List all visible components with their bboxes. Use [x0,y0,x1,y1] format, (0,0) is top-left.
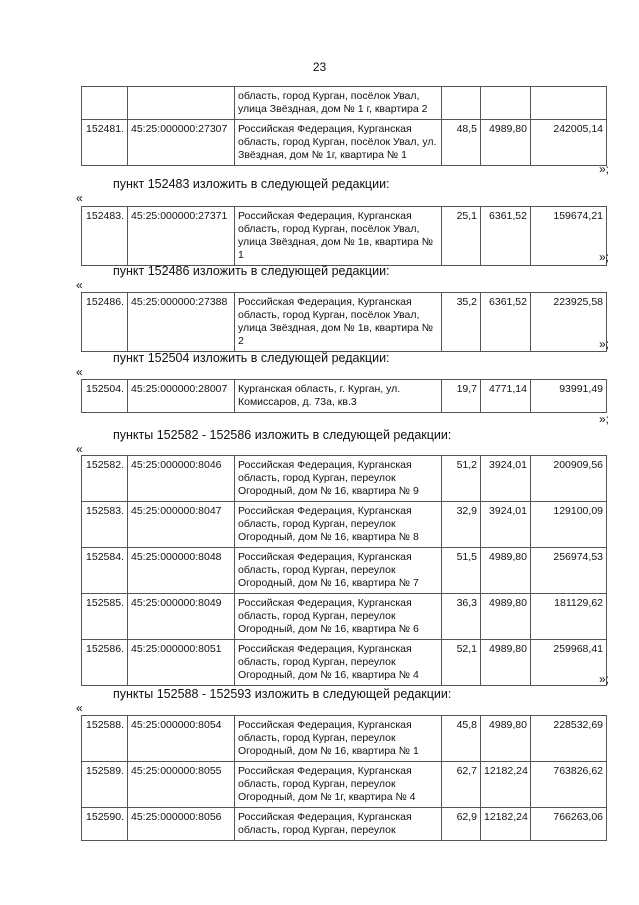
cadastral-number-cell: 45:25:000000:8054 [128,716,235,762]
table-row [82,502,607,548]
cadastral-number-cell: 45:25:000000:27388 [128,293,235,352]
address-cell: Российская Федерация, Курганская область, город Курган, переулок Огородный, дом № 16, квартира № 1 [235,716,442,762]
area-cell: 48,5 [442,120,481,166]
price-per-unit-cell: 12182,24 [481,808,531,841]
cadastral-number-cell: 45:25:000000:8048 [128,548,235,594]
address-cell: Российская Федерация, Курганская область, город Курган, переулок [235,808,442,841]
property-table-5 [81,715,607,841]
price-per-unit-cell: 4989,80 [481,120,531,166]
cadastral-number-cell: 45:25:000000:8047 [128,502,235,548]
cadastral-value-cell: 181129,62 [531,594,607,640]
property-table-1 [81,206,607,266]
table-row [82,548,607,594]
cadastral-number-cell: 45:25:000000:27371 [128,207,235,266]
row-number-cell: 152486. [82,293,128,352]
address-cell: Российская Федерация, Курганская область, город Курган, переулок Огородный, дом № 16, квартира № 6 [235,594,442,640]
open-quote: « [76,365,83,379]
cadastral-value-cell: 259968,41 [531,640,607,686]
area-cell: 45,8 [442,716,481,762]
row-number-cell: 152584. [82,548,128,594]
open-quote: « [76,701,83,715]
row-number-cell: 152589. [82,762,128,808]
address-cell: область, город Курган, посёлок Увал, улица Звёздная, дом № 1 г, квартира 2 [235,87,442,120]
table-row [82,120,607,166]
cadastral-number-cell: 45:25:000000:8055 [128,762,235,808]
paragraph-152582-152586: пункты 152582 - 152586 изложить в следующей редакции: [113,428,452,442]
price-per-unit-cell: 4989,80 [481,548,531,594]
address-cell: Российская Федерация, Курганская область, город Курган, переулок Огородный, дом № 16, квартира № 8 [235,502,442,548]
property-table-4 [81,455,607,686]
address-cell: Российская Федерация, Курганская область, город Курган, переулок Огородный, дом № 16, квартира № 7 [235,548,442,594]
cadastral-number-cell: 45:25:000000:8056 [128,808,235,841]
table-row [82,293,607,352]
table-row [82,207,607,266]
cadastral-value-cell: 200909,56 [531,456,607,502]
price-per-unit-cell [481,87,531,120]
area-cell: 19,7 [442,380,481,413]
table-row [82,380,607,413]
area-cell [442,87,481,120]
table-row [82,456,607,502]
area-cell: 35,2 [442,293,481,352]
area-cell: 36,3 [442,594,481,640]
open-quote: « [76,278,83,292]
cadastral-number-cell: 45:25:000000:28007 [128,380,235,413]
row-number-cell: 152585. [82,594,128,640]
cadastral-value-cell: 766263,06 [531,808,607,841]
price-per-unit-cell: 4771,14 [481,380,531,413]
row-number-cell: 152583. [82,502,128,548]
area-cell: 52,1 [442,640,481,686]
row-number-cell: 152504. [82,380,128,413]
price-per-unit-cell: 6361,52 [481,293,531,352]
row-number-cell: 152483. [82,207,128,266]
table-row [82,640,607,686]
cadastral-value-cell: 159674,21 [531,207,607,266]
address-cell: Российская Федерация, Курганская область, город Курган, посёлок Увал, ул. Звёздная, дом № 1г, квартира № 1 [235,120,442,166]
address-cell: Российская Федерация, Курганская область, город Курган, посёлок Увал, улица Звёздная, дом № 1в, квартира № 2 [235,293,442,352]
address-cell: Российская Федерация, Курганская область, город Курган, переулок Огородный, дом № 16, квартира № 9 [235,456,442,502]
table-row [82,87,607,120]
area-cell: 62,7 [442,762,481,808]
price-per-unit-cell: 4989,80 [481,716,531,762]
close-quote: »; [598,412,609,426]
cadastral-number-cell [128,87,235,120]
row-number-cell: 152481. [82,120,128,166]
paragraph-152483: пункт 152483 изложить в следующей редакции: [113,177,390,191]
cadastral-value-cell: 93991,49 [531,380,607,413]
cadastral-number-cell: 45:25:000000:8046 [128,456,235,502]
property-table-3 [81,379,607,413]
cadastral-number-cell: 45:25:000000:8051 [128,640,235,686]
cadastral-value-cell: 242005,14 [531,120,607,166]
cadastral-value-cell: 228532,69 [531,716,607,762]
cadastral-value-cell: 256974,53 [531,548,607,594]
table-row [82,762,607,808]
price-per-unit-cell: 12182,24 [481,762,531,808]
cadastral-value-cell: 763826,62 [531,762,607,808]
area-cell: 51,2 [442,456,481,502]
row-number-cell: 152586. [82,640,128,686]
close-quote: »; [598,337,609,351]
cadastral-value-cell: 129100,09 [531,502,607,548]
close-quote: »; [598,672,609,686]
paragraph-152588-152593: пункты 152588 - 152593 изложить в следующей редакции: [113,687,452,701]
price-per-unit-cell: 3924,01 [481,456,531,502]
table-row [82,716,607,762]
row-number-cell: 152582. [82,456,128,502]
area-cell: 25,1 [442,207,481,266]
price-per-unit-cell: 4989,80 [481,640,531,686]
address-cell: Российская Федерация, Курганская область, город Курган, переулок Огородный, дом № 16, квартира № 4 [235,640,442,686]
close-quote: »; [598,250,609,264]
table-row [82,808,607,841]
address-cell: Курганская область, г. Курган, ул. Комиссаров, д. 73а, кв.3 [235,380,442,413]
address-cell: Российская Федерация, Курганская область, город Курган, переулок Огородный, дом № 1г, квартира № 4 [235,762,442,808]
property-table-2 [81,292,607,352]
table-row [82,594,607,640]
cadastral-value-cell: 223925,58 [531,293,607,352]
price-per-unit-cell: 6361,52 [481,207,531,266]
area-cell: 32,9 [442,502,481,548]
property-table-0 [81,86,607,166]
price-per-unit-cell: 4989,80 [481,594,531,640]
row-number-cell: 152588. [82,716,128,762]
open-quote: « [76,191,83,205]
paragraph-152486: пункт 152486 изложить в следующей редакции: [113,264,390,278]
open-quote: « [76,442,83,456]
paragraph-152504: пункт 152504 изложить в следующей редакции: [113,351,390,365]
area-cell: 62,9 [442,808,481,841]
page-number: 23 [312,60,327,74]
cadastral-value-cell [531,87,607,120]
address-cell: Российская Федерация, Курганская область, город Курган, посёлок Увал, улица Звёздная, дом № 1в, квартира № 1 [235,207,442,266]
cadastral-number-cell: 45:25:000000:8049 [128,594,235,640]
close-quote: »; [598,162,609,176]
row-number-cell [82,87,128,120]
area-cell: 51,5 [442,548,481,594]
cadastral-number-cell: 45:25:000000:27307 [128,120,235,166]
row-number-cell: 152590. [82,808,128,841]
price-per-unit-cell: 3924,01 [481,502,531,548]
